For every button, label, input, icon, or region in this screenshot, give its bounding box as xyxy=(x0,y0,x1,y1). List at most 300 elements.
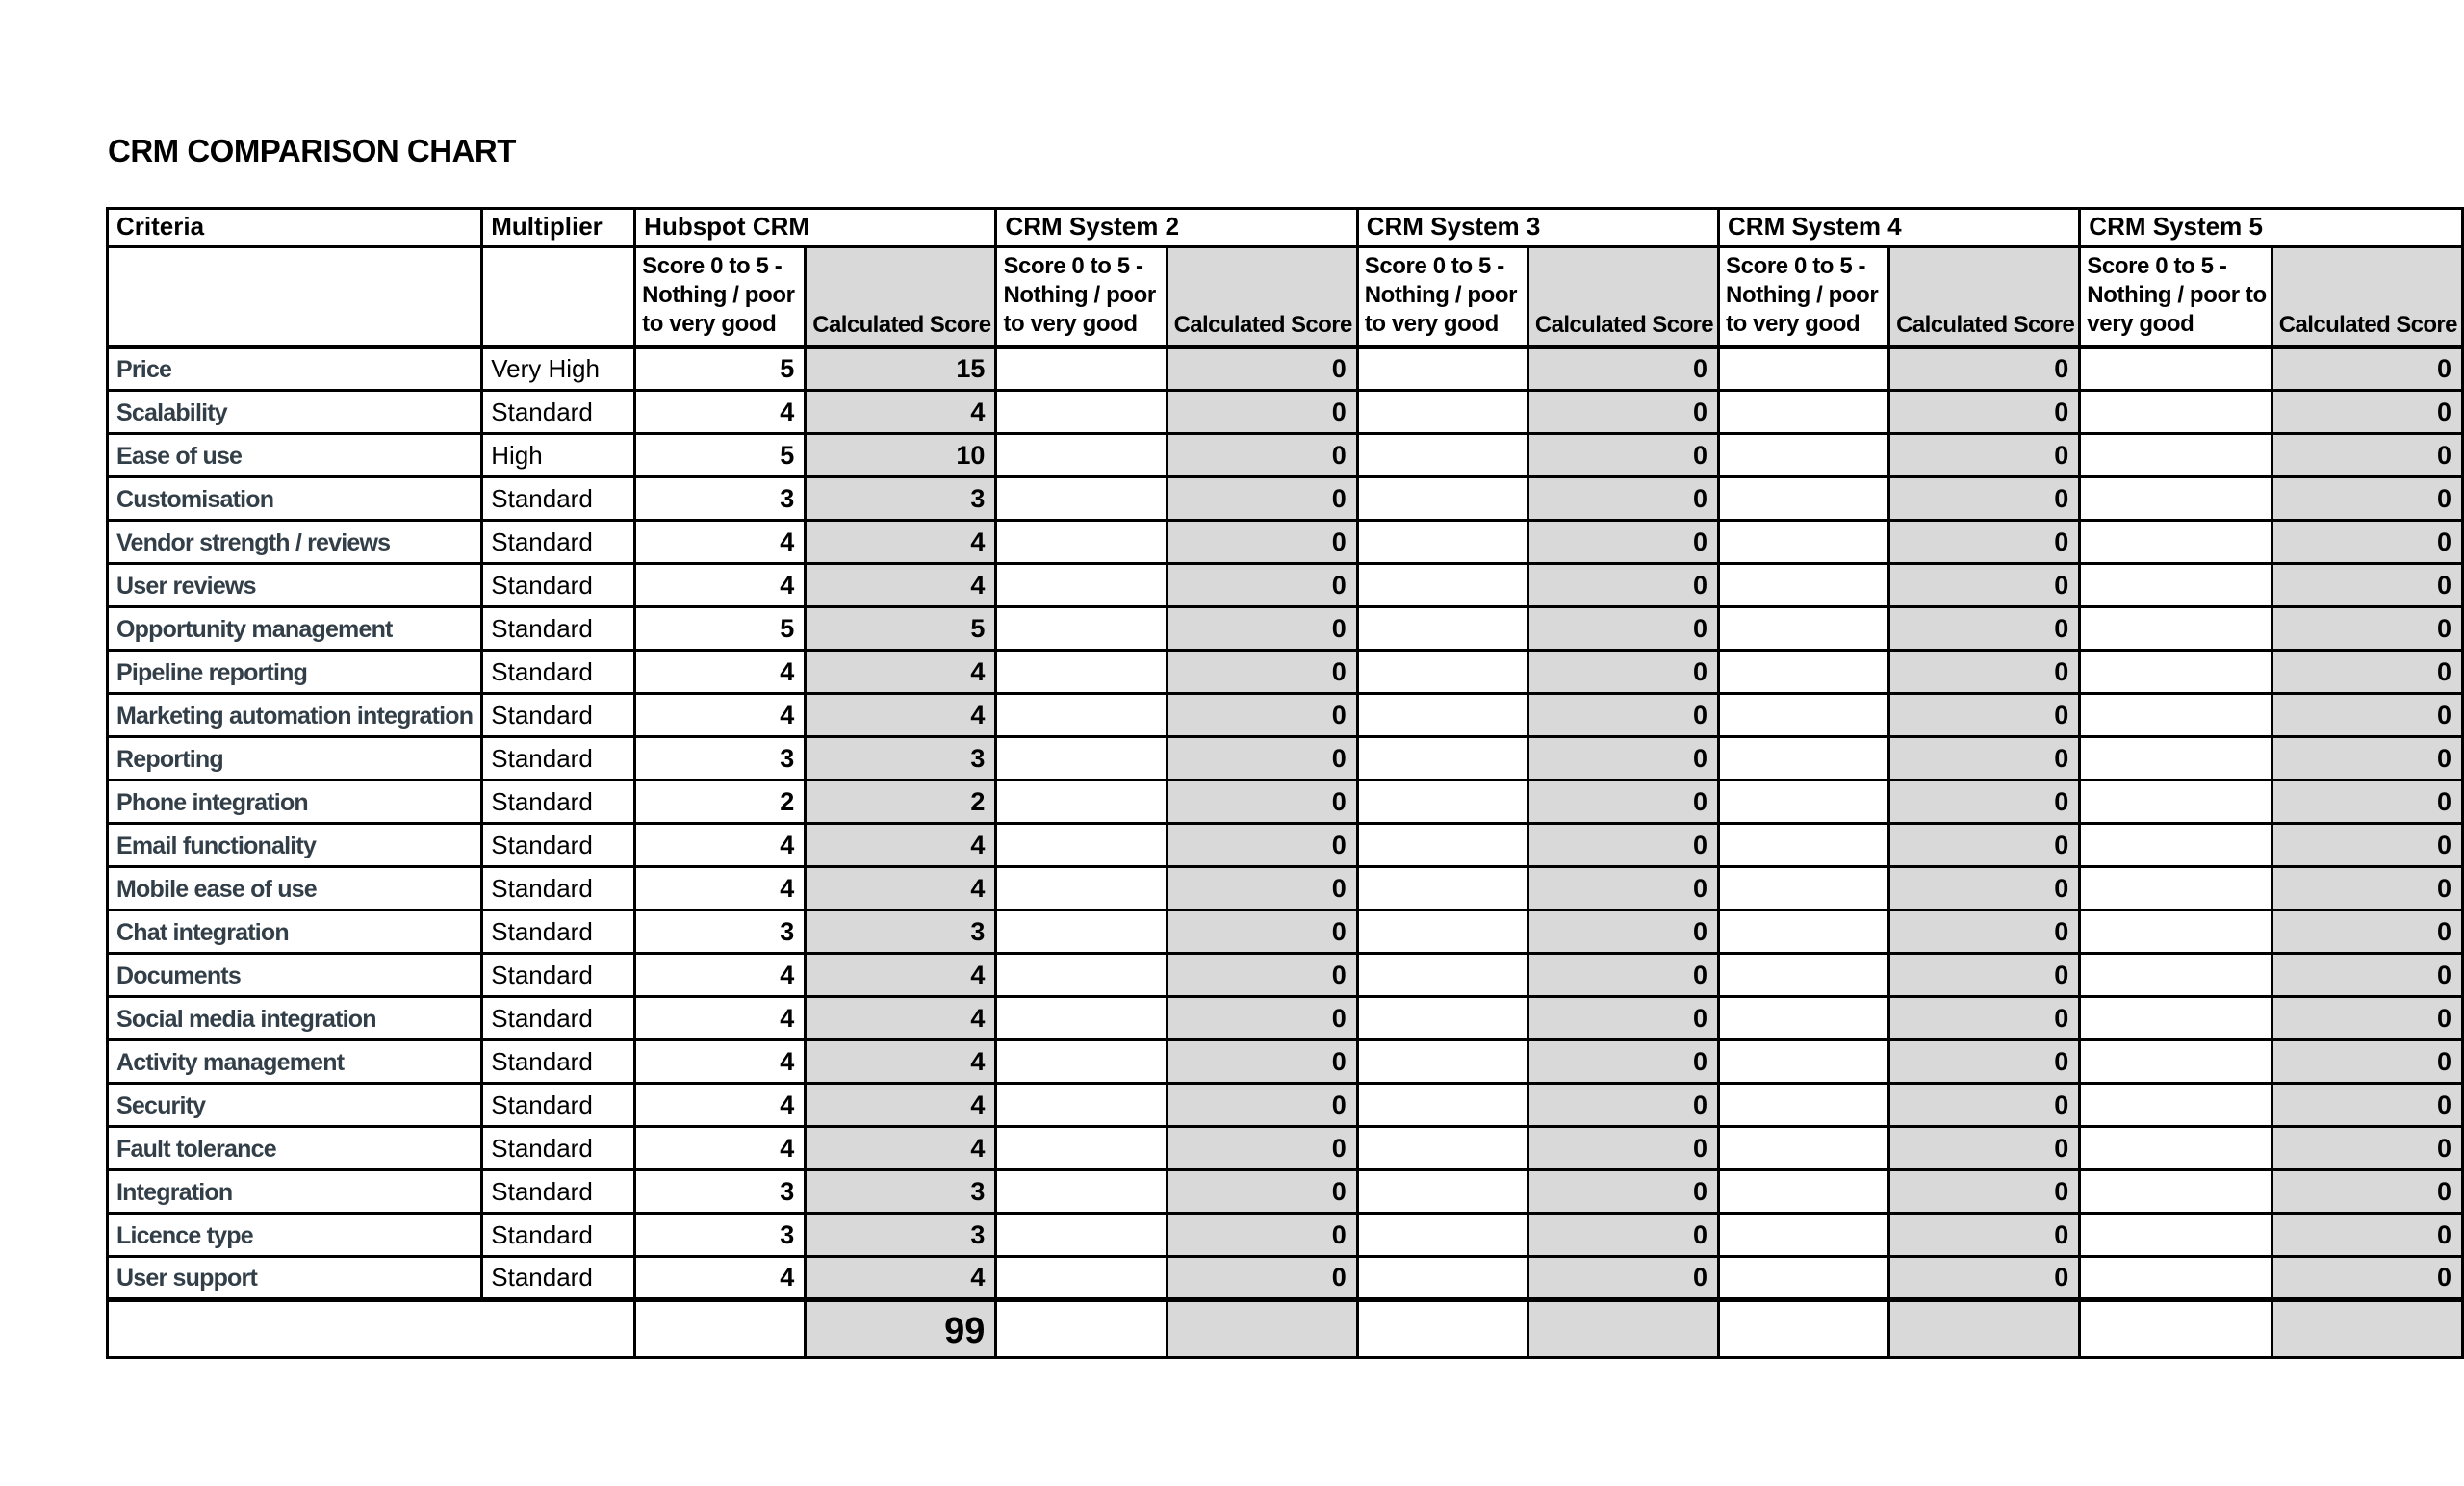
calculated-score-cell: 0 xyxy=(2272,1257,2462,1300)
score-subheader-line: Nothing / poor xyxy=(1003,282,1156,308)
calculated-score-cell: 4 xyxy=(806,867,996,910)
table-row xyxy=(108,867,2463,910)
table-row xyxy=(108,651,2463,694)
score-subheader-line: to very good xyxy=(1003,311,1138,337)
table-row xyxy=(108,737,2463,781)
score-cell xyxy=(996,391,1167,434)
score-subheader-line: Nothing / poor to xyxy=(2087,282,2267,308)
calculated-score-cell: 0 xyxy=(1527,737,1718,781)
score-cell xyxy=(1357,1040,1527,1084)
calculated-score-cell: 10 xyxy=(806,434,996,477)
calculated-score-cell: 0 xyxy=(1527,910,1718,954)
score-cell xyxy=(2080,651,2272,694)
multiplier-cell: Standard xyxy=(482,867,635,910)
calculated-score-cell: 0 xyxy=(1889,1214,2080,1257)
criteria-cell: Fault tolerance xyxy=(108,1127,482,1170)
calculated-score-cell: 0 xyxy=(1167,1040,1357,1084)
calculated-score-cell: 0 xyxy=(2272,824,2462,867)
score-cell: 4 xyxy=(635,391,806,434)
score-cell: 4 xyxy=(635,521,806,564)
score-subheader-line: to very good xyxy=(642,311,777,337)
calculated-score-cell: 0 xyxy=(1167,1084,1357,1127)
score-cell xyxy=(996,651,1167,694)
score-cell: 3 xyxy=(635,477,806,521)
total-score-spacer xyxy=(1357,1300,1527,1358)
calculated-score-cell: 0 xyxy=(1167,824,1357,867)
score-cell xyxy=(2080,434,2272,477)
table-row xyxy=(108,1257,2463,1300)
criteria-cell: Opportunity management xyxy=(108,607,482,651)
criteria-cell: Integration xyxy=(108,1170,482,1214)
calculated-score-cell: 0 xyxy=(1167,477,1357,521)
score-cell: 4 xyxy=(635,1127,806,1170)
multiplier-cell: High xyxy=(482,434,635,477)
score-cell xyxy=(1357,867,1527,910)
score-cell xyxy=(996,347,1167,391)
score-subheader-line: Score 0 to 5 - xyxy=(1003,253,1143,279)
table-row xyxy=(108,997,2463,1040)
score-cell xyxy=(2080,997,2272,1040)
calculated-score-cell: 0 xyxy=(1889,434,2080,477)
score-cell xyxy=(996,1214,1167,1257)
table-row xyxy=(108,1214,2463,1257)
total-row-spacer xyxy=(108,1300,635,1358)
score-cell xyxy=(2080,694,2272,737)
score-cell xyxy=(1357,1084,1527,1127)
score-cell: 5 xyxy=(635,347,806,391)
calculated-score-cell: 0 xyxy=(1889,1084,2080,1127)
calculated-score-cell: 0 xyxy=(2272,477,2462,521)
score-cell xyxy=(2080,1257,2272,1300)
calculated-score-cell: 0 xyxy=(1167,651,1357,694)
subheader-row xyxy=(108,247,2463,347)
score-cell xyxy=(1719,954,1889,997)
calculated-score-cell: 0 xyxy=(1527,824,1718,867)
total-score-spacer xyxy=(996,1300,1167,1358)
multiplier-cell: Standard xyxy=(482,910,635,954)
calculated-score-cell: 0 xyxy=(1527,1127,1718,1170)
score-cell xyxy=(1357,824,1527,867)
score-subheader-line: Score 0 to 5 - xyxy=(2087,253,2227,279)
total-score-cell xyxy=(1527,1300,1718,1358)
table-row xyxy=(108,1084,2463,1127)
score-subheader xyxy=(1719,247,1889,347)
score-cell xyxy=(2080,781,2272,824)
multiplier-cell: Standard xyxy=(482,824,635,867)
calculated-score-cell: 0 xyxy=(2272,434,2462,477)
score-subheader xyxy=(2080,247,2272,347)
multiplier-cell: Standard xyxy=(482,694,635,737)
calculated-score-cell: 0 xyxy=(2272,521,2462,564)
system-name-header: CRM System 4 xyxy=(1719,209,2080,247)
calculated-score-cell: 0 xyxy=(1889,1040,2080,1084)
calculated-score-cell: 0 xyxy=(1167,564,1357,607)
score-cell xyxy=(2080,477,2272,521)
calculated-score-cell: 0 xyxy=(1167,737,1357,781)
score-cell xyxy=(996,521,1167,564)
calculated-score-cell: 0 xyxy=(1167,607,1357,651)
total-score-spacer xyxy=(1719,1300,1889,1358)
score-subheader-line: Nothing / poor xyxy=(1364,282,1518,308)
score-cell: 4 xyxy=(635,694,806,737)
calculated-score-cell: 0 xyxy=(2272,954,2462,997)
score-cell: 5 xyxy=(635,607,806,651)
calculated-score-cell: 0 xyxy=(1889,997,2080,1040)
score-cell xyxy=(1719,997,1889,1040)
system-name-header: Hubspot CRM xyxy=(635,209,996,247)
score-cell xyxy=(2080,1040,2272,1084)
score-cell xyxy=(1719,824,1889,867)
calculated-score-cell: 0 xyxy=(1889,347,2080,391)
total-score-cell xyxy=(1889,1300,2080,1358)
score-cell: 4 xyxy=(635,997,806,1040)
score-cell: 4 xyxy=(635,1084,806,1127)
criteria-cell: Email functionality xyxy=(108,824,482,867)
score-cell xyxy=(2080,564,2272,607)
calculated-score-cell: 4 xyxy=(806,391,996,434)
calculated-score-cell: 4 xyxy=(806,1040,996,1084)
calculated-score-cell: 0 xyxy=(2272,1084,2462,1127)
score-cell xyxy=(996,954,1167,997)
score-cell xyxy=(996,477,1167,521)
score-cell: 3 xyxy=(635,737,806,781)
calculated-score-cell: 4 xyxy=(806,997,996,1040)
score-cell xyxy=(1719,1257,1889,1300)
calculated-score-cell: 4 xyxy=(806,651,996,694)
total-score-cell xyxy=(2272,1300,2462,1358)
criteria-cell: Documents xyxy=(108,954,482,997)
score-cell: 2 xyxy=(635,781,806,824)
criteria-cell: Customisation xyxy=(108,477,482,521)
score-subheader xyxy=(635,247,806,347)
calculated-score-cell: 0 xyxy=(1167,781,1357,824)
score-cell: 3 xyxy=(635,1170,806,1214)
score-cell xyxy=(1719,781,1889,824)
score-cell xyxy=(1719,694,1889,737)
score-cell xyxy=(1719,1214,1889,1257)
score-cell xyxy=(996,867,1167,910)
criteria-cell: Vendor strength / reviews xyxy=(108,521,482,564)
score-cell xyxy=(1719,867,1889,910)
score-cell xyxy=(996,1170,1167,1214)
score-cell xyxy=(1719,391,1889,434)
score-subheader-line: very good xyxy=(2087,311,2194,337)
score-cell xyxy=(1357,564,1527,607)
calculated-score-cell: 0 xyxy=(1527,347,1718,391)
calculated-score-cell: 0 xyxy=(2272,1127,2462,1170)
score-cell: 4 xyxy=(635,954,806,997)
score-cell xyxy=(2080,1127,2272,1170)
calculated-score-cell: 0 xyxy=(1889,737,2080,781)
calculated-score-cell: 4 xyxy=(806,1257,996,1300)
calculated-score-cell: 0 xyxy=(1527,1170,1718,1214)
calculated-score-cell: 5 xyxy=(806,607,996,651)
score-cell xyxy=(1357,781,1527,824)
system-header-row xyxy=(108,209,2463,247)
calculated-score-cell: 3 xyxy=(806,477,996,521)
multiplier-cell: Standard xyxy=(482,1257,635,1300)
score-cell xyxy=(996,434,1167,477)
total-score-cell: 99 xyxy=(806,1300,996,1358)
score-cell xyxy=(1357,391,1527,434)
score-cell: 5 xyxy=(635,434,806,477)
calculated-score-cell: 0 xyxy=(1527,434,1718,477)
multiplier-cell: Standard xyxy=(482,391,635,434)
calculated-score-cell: 0 xyxy=(1527,521,1718,564)
score-cell xyxy=(1719,564,1889,607)
multiplier-cell: Standard xyxy=(482,477,635,521)
score-cell xyxy=(2080,824,2272,867)
score-cell xyxy=(996,737,1167,781)
calculated-score-cell: 0 xyxy=(1167,347,1357,391)
table-row xyxy=(108,521,2463,564)
calculated-score-cell: 0 xyxy=(1527,477,1718,521)
score-cell xyxy=(1357,1257,1527,1300)
calculated-score-cell: 0 xyxy=(2272,347,2462,391)
page-title: CRM COMPARISON CHART xyxy=(108,133,516,168)
calculated-score-subheader: Calculated Score xyxy=(806,247,996,347)
table-row xyxy=(108,607,2463,651)
calculated-score-cell: 4 xyxy=(806,564,996,607)
score-cell: 4 xyxy=(635,867,806,910)
score-cell xyxy=(1719,1040,1889,1084)
criteria-cell: Price xyxy=(108,347,482,391)
criteria-cell: Pipeline reporting xyxy=(108,651,482,694)
score-cell xyxy=(1357,477,1527,521)
score-cell xyxy=(996,607,1167,651)
calculated-score-cell: 0 xyxy=(1527,867,1718,910)
score-cell xyxy=(996,1257,1167,1300)
score-cell xyxy=(1719,347,1889,391)
calculated-score-cell: 0 xyxy=(1167,910,1357,954)
total-score-spacer xyxy=(2080,1300,2272,1358)
calculated-score-cell: 0 xyxy=(1527,607,1718,651)
criteria-header: Criteria xyxy=(108,209,482,247)
table-row xyxy=(108,781,2463,824)
criteria-cell: Mobile ease of use xyxy=(108,867,482,910)
calculated-score-cell: 0 xyxy=(1167,1214,1357,1257)
calculated-score-cell: 0 xyxy=(1889,867,2080,910)
score-subheader-line: Score 0 to 5 - xyxy=(1726,253,1866,279)
score-cell xyxy=(1357,997,1527,1040)
calculated-score-cell: 0 xyxy=(1527,651,1718,694)
score-cell: 3 xyxy=(635,910,806,954)
calculated-score-cell: 0 xyxy=(1889,477,2080,521)
criteria-cell: Reporting xyxy=(108,737,482,781)
calculated-score-cell: 2 xyxy=(806,781,996,824)
score-cell xyxy=(1357,1170,1527,1214)
calculated-score-cell: 0 xyxy=(2272,1170,2462,1214)
criteria-cell: Ease of use xyxy=(108,434,482,477)
score-cell xyxy=(1357,607,1527,651)
score-cell xyxy=(996,1040,1167,1084)
calculated-score-subheader: Calculated Score xyxy=(2272,247,2462,347)
calculated-score-cell: 0 xyxy=(1167,694,1357,737)
table-row xyxy=(108,824,2463,867)
score-cell xyxy=(996,694,1167,737)
score-cell xyxy=(1719,1127,1889,1170)
score-cell xyxy=(2080,347,2272,391)
calculated-score-cell: 0 xyxy=(2272,694,2462,737)
score-cell xyxy=(2080,391,2272,434)
multiplier-cell: Standard xyxy=(482,954,635,997)
criteria-cell: Chat integration xyxy=(108,910,482,954)
calculated-score-cell: 0 xyxy=(2272,1040,2462,1084)
table-row xyxy=(108,1040,2463,1084)
calculated-score-cell: 0 xyxy=(1889,1127,2080,1170)
calculated-score-cell: 0 xyxy=(2272,737,2462,781)
table-row xyxy=(108,910,2463,954)
score-cell xyxy=(1357,694,1527,737)
multiplier-cell: Standard xyxy=(482,737,635,781)
score-cell: 4 xyxy=(635,824,806,867)
score-cell xyxy=(1357,910,1527,954)
multiplier-cell: Standard xyxy=(482,1214,635,1257)
calculated-score-cell: 0 xyxy=(1167,997,1357,1040)
criteria-cell: Activity management xyxy=(108,1040,482,1084)
score-cell: 4 xyxy=(635,651,806,694)
calculated-score-cell: 0 xyxy=(2272,997,2462,1040)
calculated-score-cell: 0 xyxy=(1527,1214,1718,1257)
multiplier-cell: Standard xyxy=(482,1127,635,1170)
calculated-score-subheader: Calculated Score xyxy=(1167,247,1357,347)
score-cell xyxy=(996,781,1167,824)
calculated-score-cell: 0 xyxy=(2272,391,2462,434)
score-cell xyxy=(2080,954,2272,997)
score-cell xyxy=(1719,477,1889,521)
table-row xyxy=(108,694,2463,737)
calculated-score-cell: 0 xyxy=(1167,434,1357,477)
criteria-cell: Licence type xyxy=(108,1214,482,1257)
score-subheader-line: Nothing / poor xyxy=(1726,282,1879,308)
score-cell xyxy=(2080,737,2272,781)
score-cell xyxy=(996,997,1167,1040)
table-row xyxy=(108,1170,2463,1214)
calculated-score-cell: 0 xyxy=(1167,1257,1357,1300)
calculated-score-subheader: Calculated Score xyxy=(1527,247,1718,347)
total-row xyxy=(108,1300,2463,1358)
score-cell xyxy=(1719,1084,1889,1127)
calculated-score-cell: 0 xyxy=(1167,391,1357,434)
score-cell xyxy=(1357,521,1527,564)
calculated-score-cell: 0 xyxy=(1889,651,2080,694)
score-cell xyxy=(2080,910,2272,954)
calculated-score-cell: 0 xyxy=(1527,997,1718,1040)
crm-comparison-table xyxy=(106,207,2464,1359)
calculated-score-cell: 0 xyxy=(1527,1084,1718,1127)
calculated-score-cell: 0 xyxy=(1527,954,1718,997)
score-subheader-line: Score 0 to 5 - xyxy=(1364,253,1504,279)
score-cell xyxy=(1719,1170,1889,1214)
score-subheader-line: to very good xyxy=(1364,311,1499,337)
score-cell: 4 xyxy=(635,1257,806,1300)
score-cell xyxy=(2080,1170,2272,1214)
calculated-score-cell: 0 xyxy=(1889,391,2080,434)
calculated-score-cell: 0 xyxy=(1889,1170,2080,1214)
calculated-score-cell: 0 xyxy=(2272,867,2462,910)
score-cell xyxy=(2080,1084,2272,1127)
score-cell xyxy=(1357,347,1527,391)
score-cell xyxy=(1357,434,1527,477)
score-cell: 3 xyxy=(635,1214,806,1257)
calculated-score-cell: 0 xyxy=(1167,1127,1357,1170)
score-cell xyxy=(996,1084,1167,1127)
calculated-score-cell: 0 xyxy=(1889,607,2080,651)
calculated-score-cell: 0 xyxy=(1167,954,1357,997)
score-cell xyxy=(996,824,1167,867)
calculated-score-cell: 0 xyxy=(1527,1257,1718,1300)
calculated-score-cell: 0 xyxy=(1889,781,2080,824)
criteria-cell: Scalability xyxy=(108,391,482,434)
calculated-score-cell: 0 xyxy=(1527,694,1718,737)
score-subheader-line: Score 0 to 5 - xyxy=(642,253,783,279)
table-row xyxy=(108,391,2463,434)
score-cell xyxy=(996,564,1167,607)
calculated-score-cell: 4 xyxy=(806,694,996,737)
calculated-score-cell: 0 xyxy=(1889,694,2080,737)
criteria-subheader-blank xyxy=(108,247,482,347)
multiplier-cell: Standard xyxy=(482,521,635,564)
calculated-score-cell: 0 xyxy=(1889,824,2080,867)
score-cell xyxy=(2080,1214,2272,1257)
criteria-cell: User reviews xyxy=(108,564,482,607)
multiplier-cell: Standard xyxy=(482,1084,635,1127)
criteria-cell: Social media integration xyxy=(108,997,482,1040)
score-cell xyxy=(1719,521,1889,564)
table-row xyxy=(108,954,2463,997)
calculated-score-subheader: Calculated Score xyxy=(1889,247,2080,347)
calculated-score-cell: 0 xyxy=(2272,651,2462,694)
multiplier-subheader-blank xyxy=(482,247,635,347)
score-cell xyxy=(1719,910,1889,954)
calculated-score-cell: 0 xyxy=(2272,910,2462,954)
calculated-score-cell: 0 xyxy=(1527,391,1718,434)
score-cell xyxy=(1719,737,1889,781)
criteria-cell: User support xyxy=(108,1257,482,1300)
calculated-score-cell: 0 xyxy=(2272,564,2462,607)
calculated-score-cell: 0 xyxy=(1889,954,2080,997)
calculated-score-cell: 0 xyxy=(1167,867,1357,910)
system-name-header: CRM System 5 xyxy=(2080,209,2463,247)
table-row xyxy=(108,347,2463,391)
multiplier-cell: Standard xyxy=(482,997,635,1040)
calculated-score-cell: 0 xyxy=(1889,564,2080,607)
score-cell xyxy=(2080,607,2272,651)
score-cell xyxy=(2080,867,2272,910)
calculated-score-cell: 4 xyxy=(806,521,996,564)
criteria-cell: Marketing automation integration xyxy=(108,694,482,737)
score-cell: 4 xyxy=(635,564,806,607)
calculated-score-cell: 0 xyxy=(1167,1170,1357,1214)
score-cell xyxy=(996,1127,1167,1170)
calculated-score-cell: 3 xyxy=(806,1170,996,1214)
table-row xyxy=(108,477,2463,521)
table-row xyxy=(108,564,2463,607)
calculated-score-cell: 0 xyxy=(1889,521,2080,564)
score-cell: 4 xyxy=(635,1040,806,1084)
calculated-score-cell: 0 xyxy=(2272,607,2462,651)
calculated-score-cell: 0 xyxy=(2272,781,2462,824)
multiplier-cell: Very High xyxy=(482,347,635,391)
system-name-header: CRM System 2 xyxy=(996,209,1357,247)
score-subheader-line: to very good xyxy=(1726,311,1861,337)
score-cell xyxy=(1357,737,1527,781)
calculated-score-cell: 4 xyxy=(806,954,996,997)
multiplier-header: Multiplier xyxy=(482,209,635,247)
score-cell xyxy=(1719,607,1889,651)
calculated-score-cell: 0 xyxy=(1889,910,2080,954)
calculated-score-cell: 0 xyxy=(1167,521,1357,564)
